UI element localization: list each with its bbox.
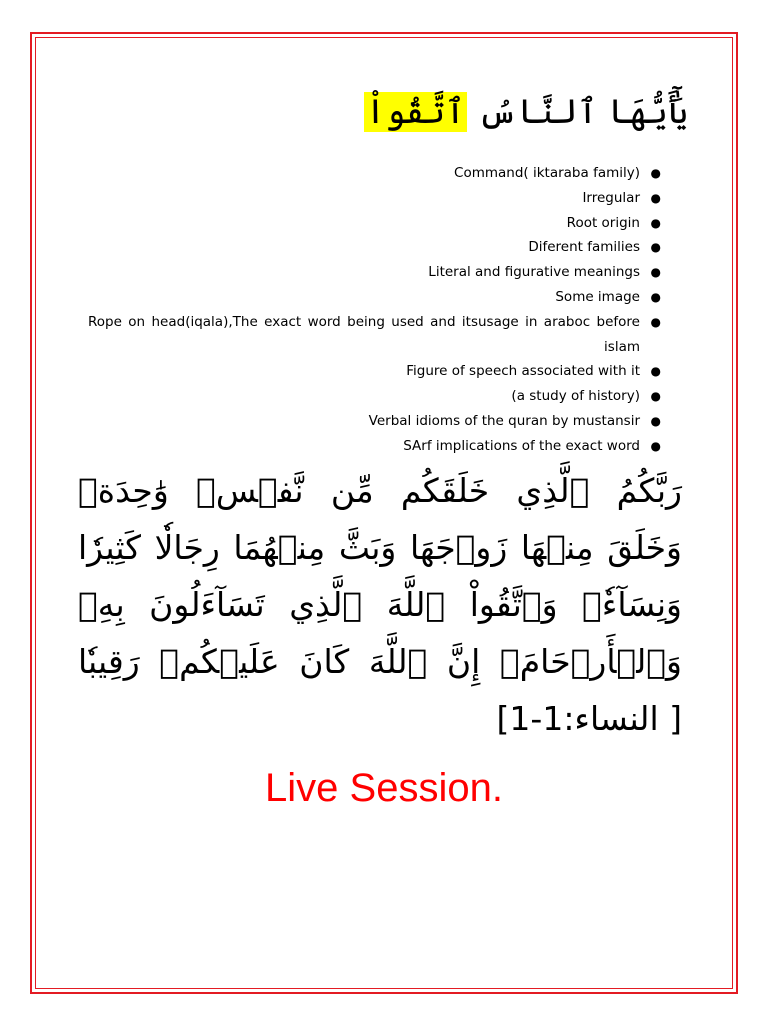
verse-text: رَبَّكُمُ ٱلَّذِي خَلَقَكُم مِّن نَّفۡسٖ وَٰحِدَةٖ وَخَلَقَ مِنۡهَا زَوۡجَهَا وَبَثَّ مِنۡهُمَا رِجَالٗا كَثِيرٗا وَنِسَآءٗۚ وَٱتَّقُواْ ٱللَّهَ ٱلَّذِي تَسَآءَلُونَ بِهِۦ وَٱلۡأَرۡحَامَۚ إِنَّ ٱللَّهَ كَانَ عَلَيۡكُمۡ رَقِيبٗا (78, 471, 682, 681)
bullet-icon: ● (650, 265, 661, 280)
bullet-icon: ● (650, 389, 661, 404)
list-item (88, 161, 661, 186)
list-item-text: Command( iktaraba family) (454, 165, 640, 181)
verse-heading (364, 88, 688, 136)
quran-verse (78, 462, 682, 747)
list-item (88, 260, 661, 285)
bullet-icon: ● (650, 215, 661, 230)
list-item (88, 211, 661, 236)
list-item-text: Diferent families (528, 239, 640, 256)
bullet-icon: ● (650, 413, 661, 428)
list-item-text: Some image (555, 288, 640, 305)
bullet-icon: ● (650, 438, 661, 453)
list-item-text: SArf implications of the exact word (403, 437, 640, 454)
topic-list (88, 161, 661, 459)
bullet-icon: ● (650, 314, 661, 329)
bullet-icon: ● (650, 364, 661, 379)
list-item (88, 434, 661, 459)
list-item (88, 384, 661, 409)
list-item-text: (a study of history) (511, 388, 640, 405)
list-item (88, 235, 661, 260)
bullet-icon: ● (650, 289, 661, 304)
bullet-icon: ● (650, 240, 661, 255)
list-item-text: Irregular (582, 189, 640, 206)
list-item-text: Literal and figurative meanings (428, 264, 640, 281)
list-item (88, 186, 661, 211)
list-item (88, 409, 661, 434)
list-item-text: Rope on head(iqala),The exact word being used and itsusage in araboc before islam (88, 313, 640, 355)
heading-text: يَٰٓأَيُّهَا ٱلنَّاسُ (467, 92, 688, 132)
list-item-text: Verbal idioms of the quran by mustansir (368, 412, 640, 429)
highlighted-word: ٱتَّقُواْ (365, 92, 466, 132)
verse-reference: [ النساء:1-1] (496, 699, 682, 738)
list-item (88, 359, 661, 384)
live-session-label: Live Session. (265, 766, 503, 810)
list-item (88, 285, 661, 310)
list-item (88, 310, 661, 360)
list-item-text: Figure of speech associated with it (406, 363, 640, 380)
bullet-icon: ● (650, 166, 661, 180)
list-item-text: Root origin (566, 214, 640, 231)
bullet-icon: ● (650, 190, 661, 205)
